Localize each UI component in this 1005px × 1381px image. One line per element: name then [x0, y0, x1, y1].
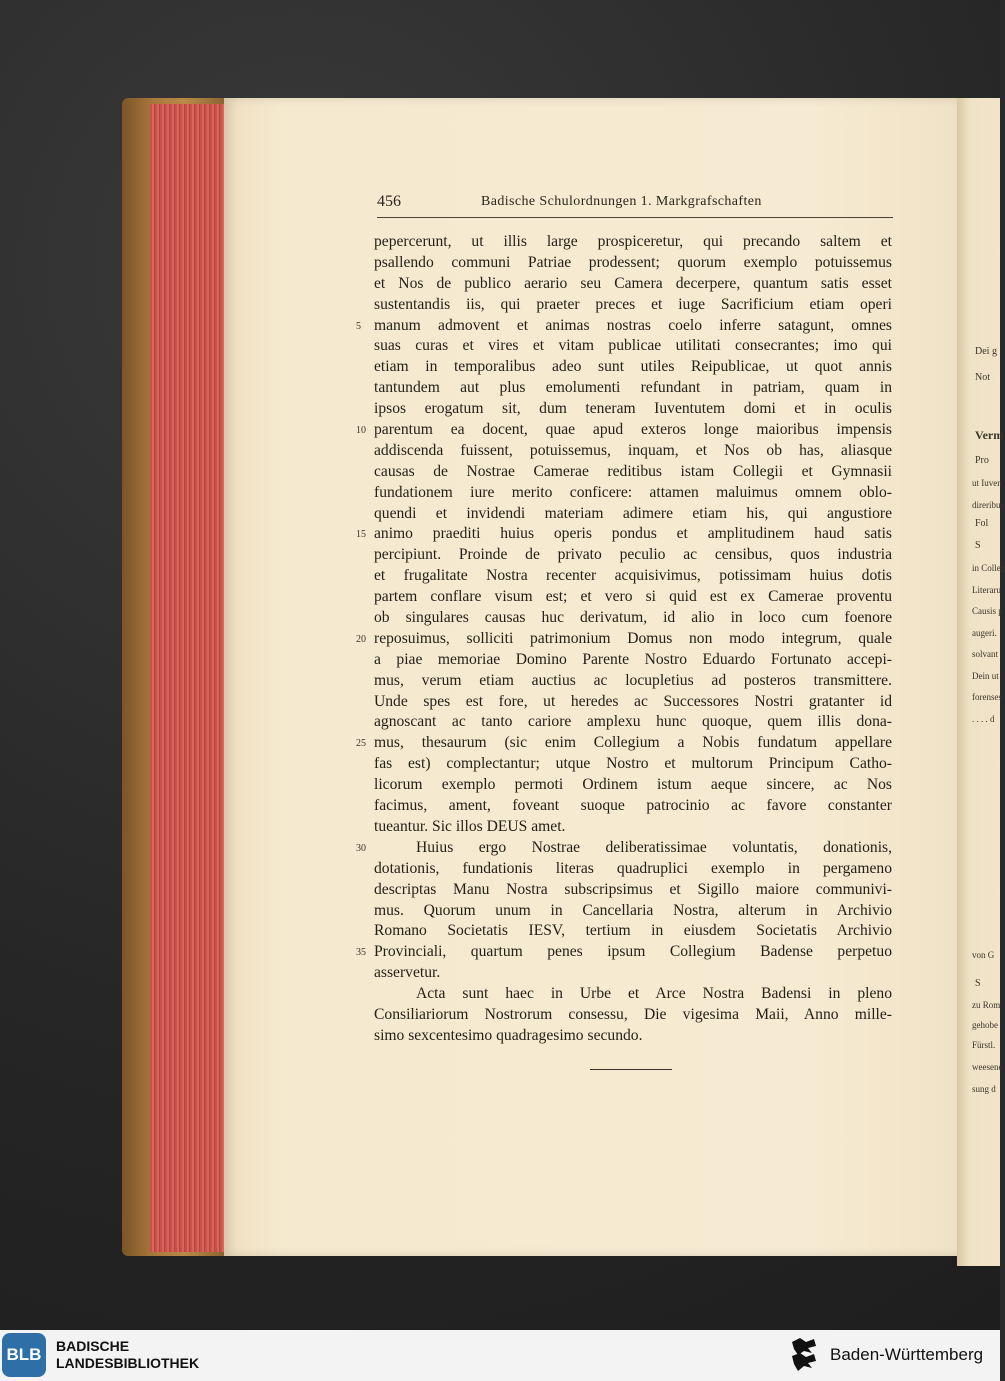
margin-fragment: solvant: [972, 649, 998, 659]
line-number: 25: [356, 738, 366, 750]
text-line: fundationem iure merito conficere: attamen maluimus omnem oblo-: [374, 483, 892, 501]
text-line: etiam in temporalibus adeo sunt utiles Reipublicae, ut quot annis: [374, 358, 892, 376]
margin-fragment: Verm: [975, 428, 1004, 442]
text-line: simo sexcentesimo quadragesimo secundo.: [374, 1026, 643, 1044]
page-header: [377, 191, 893, 218]
margin-fragment: augeri.: [972, 628, 997, 638]
margin-fragment: Fol: [975, 518, 989, 529]
margin-fragment: Dei g: [975, 346, 997, 357]
blb-logo[interactable]: BLB: [2, 1333, 46, 1377]
text-line: causas de Nostrae Camerae reditibus istam Collegii et Gymnasii: [374, 462, 892, 480]
line-number: 10: [356, 425, 366, 437]
text-line: et frugalitate Nostra recenter acquisivimus, potissimam huius dotis: [374, 567, 892, 585]
margin-fragment: sung d: [972, 1084, 996, 1094]
closing-rule: [590, 1069, 672, 1070]
text-line: ipsos erogatum sit, dum teneram Iuventutem domi et in oculis: [374, 400, 892, 418]
text-line: a piae memoriae Domino Parente Nostro Eduardo Fortunato accepi-: [374, 650, 892, 668]
line-number: 5: [356, 320, 361, 332]
body-text: [356, 232, 892, 1047]
text-line: 20 reposuimus, solliciti patrimonium Domus non modo integrum, quale: [374, 629, 892, 650]
text-line: 10 parentum ea docent, quae apud exteros longe maioribus impensis: [374, 420, 892, 441]
text-line: ob singulares causas huc derivatum, id alio in loco cum foenore: [374, 609, 892, 627]
library-name[interactable]: [56, 1338, 199, 1372]
margin-fragment: Dein ut: [972, 671, 999, 681]
text-line: Romano Societatis IESV, tertium in eiusdem Societatis Archivio: [374, 922, 892, 940]
margin-fragment: . . . . d: [972, 714, 995, 724]
text-line: dotationis, fundationis literas quadruplici exemplo in pergameno: [374, 859, 892, 877]
margin-fragment: ut Iuven: [972, 478, 1002, 488]
text-line: pepercerunt, ut illis large prospiceretur, qui precando saltem et: [374, 233, 892, 250]
text-line: agnoscant ac tanto cariore amplexu hunc quoque, quem illis dona-: [374, 713, 892, 731]
text-line: tueantur. Sic illos DEUS amet.: [374, 817, 566, 835]
margin-fragment: Fürstl.: [972, 1040, 996, 1050]
text-line: Unde spes est fore, ut heredes ac Successores Nostri gratanter id: [374, 692, 892, 710]
text-line: Acta sunt haec in Urbe et Arce Nostra Badensi in pleno: [416, 985, 892, 1003]
margin-fragment: Pro: [975, 455, 989, 466]
margin-fragment: von G: [972, 950, 995, 960]
text-line: mus, verum etiam auctius ac locupletius ad posteros transmittere.: [374, 671, 892, 689]
line-number: 20: [356, 633, 366, 645]
margin-fragment: S: [975, 978, 981, 989]
text-line: percipiunt. Proinde de privato peculio ac censibus, quos industria: [374, 546, 892, 564]
margin-fragment: S: [975, 540, 981, 551]
margin-fragment: Not: [975, 372, 990, 383]
text-line: 25 mus, thesaurum (sic enim Collegium a Nobis fundatum appellare: [374, 733, 892, 754]
text-line: sustentandis iis, qui praeter preces et iuge Sacrificium etiam operi: [374, 295, 892, 313]
text-line: tantundem aut plus emolumenti refundant in patriam, quam in: [374, 379, 892, 397]
margin-fragment: Literaru: [972, 585, 1001, 595]
page-number: 456: [377, 193, 401, 210]
text-line: psallendo communi Patriae prodessent; quorum exemplo potuissemus: [374, 253, 892, 271]
text-line: fas est) complectantur; utque Nostro et multorum Principum Catho-: [374, 755, 892, 773]
line-number: 15: [356, 529, 366, 541]
line-number: 35: [356, 947, 366, 959]
text-line: facimus, ament, foveant suoque patrocinio ac favore constanter: [374, 797, 892, 815]
line-number: 30: [356, 842, 366, 854]
state-name[interactable]: Baden-Württemberg: [830, 1345, 984, 1364]
text-line: Consiliariorum Nostrorum consessu, Die vigesima Maii, Anno mille-: [374, 1005, 892, 1023]
text-line: 5 manum admovent et animas nostras coelo inferre satagunt, omnes: [374, 316, 892, 337]
text-line: partem conflare visum est; et vero si quid est ex Camerae proventu: [374, 588, 892, 606]
library-name-line1: BADISCHE: [56, 1338, 130, 1354]
text-line: 35 Provinciali, quartum penes ipsum Collegium Badense perpetuo: [374, 942, 892, 963]
text-line: descriptas Manu Nostra subscripsimus et Sigillo maiore communivi-: [374, 880, 892, 898]
text-line: quendi et invidendi materiam adimere etiam his, qui angustiore: [374, 504, 892, 522]
text-line: suas curas et vires et vitam publicae utilitati consecrantes; imo qui: [374, 337, 892, 355]
footer-bar: [0, 1330, 1000, 1381]
text-line: et Nos de publico aerario seu Camera decerpere, quantum satis esset: [374, 274, 892, 292]
facing-page-fragment: [957, 98, 1005, 1266]
margin-fragment: gehobe: [972, 1020, 998, 1030]
margin-fragment: weesene: [972, 1062, 1003, 1072]
margin-fragment: forenses: [972, 692, 1002, 702]
text-line: addiscenda fuissent, potuissemus, inquam, et Nos ob has, aliasque: [374, 441, 892, 459]
margin-fragment: direribus: [972, 500, 1004, 510]
library-name-line2: LANDESBIBLIOTHEK: [56, 1355, 200, 1371]
page-edges: [150, 104, 226, 1252]
text-line: licorum exemplo permoti Ordinem istum aeque sincere, ac Nos: [374, 776, 892, 794]
margin-fragment: zu Rom: [972, 1000, 1001, 1010]
margin-fragment: in Colleg: [972, 563, 1005, 573]
text-line: asservetur.: [374, 964, 441, 982]
running-head: Badische Schulordnungen 1. Markgrafschaften: [481, 194, 762, 209]
text-line: 30 Huius ergo Nostrae deliberatissimae voluntatis, donationis,: [374, 838, 892, 859]
lions-crest-icon: [788, 1336, 820, 1374]
text-line: 15 animo praediti huius operis pondus et amplitudinem haud satis: [374, 524, 892, 545]
text-line: mus. Quorum unum in Cancellaria Nostra, alterum in Archivio: [374, 901, 892, 919]
margin-fragment: Causis p: [972, 606, 1003, 616]
